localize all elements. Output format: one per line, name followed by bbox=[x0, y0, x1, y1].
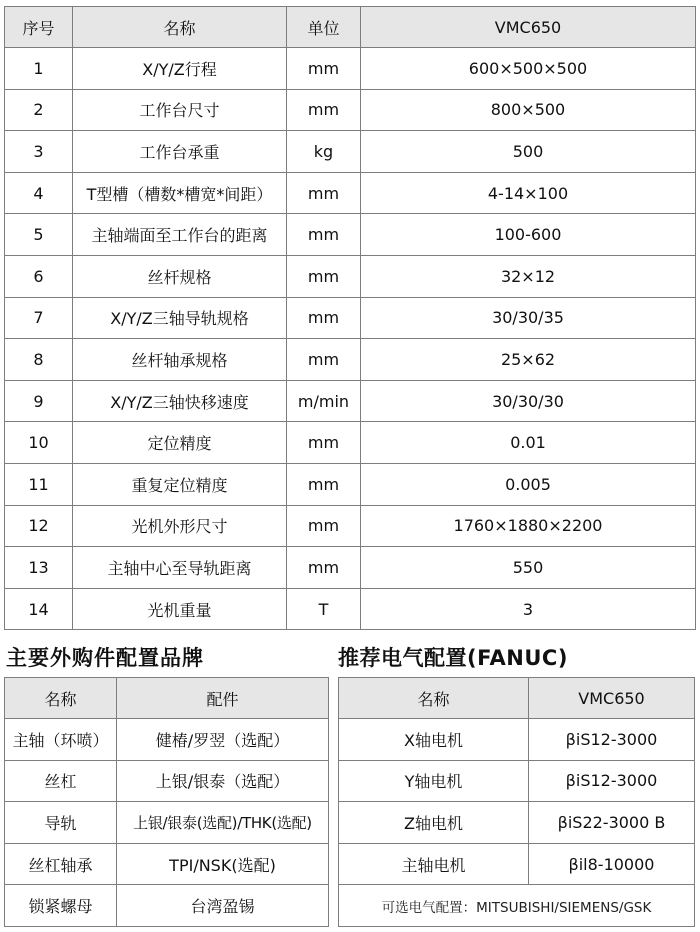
part-brand: 台湾盈锡 bbox=[117, 885, 329, 927]
table-row bbox=[5, 380, 696, 422]
spec-unit: mm bbox=[287, 463, 361, 505]
motor-model: βiS22-3000 B bbox=[529, 802, 695, 844]
row-index: 11 bbox=[5, 463, 73, 505]
row-index: 2 bbox=[5, 89, 73, 131]
spec-body bbox=[5, 48, 696, 630]
spec-unit: mm bbox=[287, 505, 361, 547]
spec-name: 重复定位精度 bbox=[73, 463, 287, 505]
spec-name: 丝杆轴承规格 bbox=[73, 339, 287, 381]
spec-name: 丝杆规格 bbox=[73, 255, 287, 297]
row-index: 9 bbox=[5, 380, 73, 422]
spec-unit: T bbox=[287, 588, 361, 630]
table-row bbox=[339, 760, 695, 802]
spec-unit: mm bbox=[287, 48, 361, 90]
table-row bbox=[5, 297, 696, 339]
spec-unit: mm bbox=[287, 172, 361, 214]
spec-unit: mm bbox=[287, 255, 361, 297]
part-name: 丝杠轴承 bbox=[5, 843, 117, 885]
spec-name: 光机重量 bbox=[73, 588, 287, 630]
row-index: 8 bbox=[5, 339, 73, 381]
row-index: 14 bbox=[5, 588, 73, 630]
spec-name: 光机外形尺寸 bbox=[73, 505, 287, 547]
spec-value: 32×12 bbox=[361, 255, 696, 297]
motor-model: βil8-10000 bbox=[529, 843, 695, 885]
motor-name: Y轴电机 bbox=[339, 760, 529, 802]
electrical-section-title: 推荐电气配置(FANUC) bbox=[338, 646, 568, 670]
electrical-note: 可选电气配置：MITSUBISHI/SIEMENS/GSK bbox=[339, 885, 695, 927]
part-name: 导轨 bbox=[5, 802, 117, 844]
table-row bbox=[5, 463, 696, 505]
spec-value: 600×500×500 bbox=[361, 48, 696, 90]
spec-name: 工作台尺寸 bbox=[73, 89, 287, 131]
spec-name: 主轴中心至导轨距离 bbox=[73, 547, 287, 589]
table-row bbox=[5, 89, 696, 131]
spec-table bbox=[4, 6, 696, 630]
motor-name: Z轴电机 bbox=[339, 802, 529, 844]
spec-value: 800×500 bbox=[361, 89, 696, 131]
table-row bbox=[5, 505, 696, 547]
motor-model: βiS12-3000 bbox=[529, 760, 695, 802]
spec-value: 0.01 bbox=[361, 422, 696, 464]
spec-value: 30/30/30 bbox=[361, 380, 696, 422]
table-row bbox=[5, 48, 696, 90]
part-brand: 健椿/罗翌（选配） bbox=[117, 719, 329, 761]
row-index: 3 bbox=[5, 131, 73, 173]
table-row bbox=[339, 719, 695, 761]
row-index: 7 bbox=[5, 297, 73, 339]
spec-name: X/Y/Z三轴快移速度 bbox=[73, 380, 287, 422]
part-brand: 上银/银泰（选配） bbox=[117, 760, 329, 802]
row-index: 1 bbox=[5, 48, 73, 90]
table-row bbox=[5, 172, 696, 214]
table-row bbox=[5, 885, 329, 927]
spec-unit: mm bbox=[287, 547, 361, 589]
table-row bbox=[5, 843, 329, 885]
row-index: 4 bbox=[5, 172, 73, 214]
table-row bbox=[5, 547, 696, 589]
table-row bbox=[5, 131, 696, 173]
spec-name: 主轴端面至工作台的距离 bbox=[73, 214, 287, 256]
spec-name: 定位精度 bbox=[73, 422, 287, 464]
header-name: 名称 bbox=[73, 7, 287, 48]
part-name: 主轴（环喷） bbox=[5, 719, 117, 761]
table-row bbox=[5, 339, 696, 381]
spec-unit: mm bbox=[287, 422, 361, 464]
spec-value: 550 bbox=[361, 547, 696, 589]
spec-name: T型槽（槽数*槽宽*间距） bbox=[73, 172, 287, 214]
electrical-header-row bbox=[339, 678, 695, 719]
table-row bbox=[5, 760, 329, 802]
spec-name: 工作台承重 bbox=[73, 131, 287, 173]
motor-name: X轴电机 bbox=[339, 719, 529, 761]
row-index: 12 bbox=[5, 505, 73, 547]
spec-value: 100-600 bbox=[361, 214, 696, 256]
row-index: 5 bbox=[5, 214, 73, 256]
spec-value: 3 bbox=[361, 588, 696, 630]
header-unit: 单位 bbox=[287, 7, 361, 48]
part-brand: 上银/银泰(选配)/THK(选配) bbox=[117, 802, 329, 844]
spec-value: 4-14×100 bbox=[361, 172, 696, 214]
table-row bbox=[339, 885, 695, 927]
parts-header-row bbox=[5, 678, 329, 719]
part-brand: TPI/NSK(选配) bbox=[117, 843, 329, 885]
part-name: 锁紧螺母 bbox=[5, 885, 117, 927]
spec-header-row bbox=[5, 7, 696, 48]
spec-unit: mm bbox=[287, 297, 361, 339]
table-row bbox=[5, 802, 329, 844]
parts-body bbox=[5, 719, 329, 927]
spec-value: 1760×1880×2200 bbox=[361, 505, 696, 547]
spec-value: 30/30/35 bbox=[361, 297, 696, 339]
electrical-table bbox=[338, 677, 695, 927]
header-model: VMC650 bbox=[361, 7, 696, 48]
part-name: 丝杠 bbox=[5, 760, 117, 802]
header-index: 序号 bbox=[5, 7, 73, 48]
parts-header-part: 配件 bbox=[117, 678, 329, 719]
electrical-header-name: 名称 bbox=[339, 678, 529, 719]
table-row bbox=[5, 422, 696, 464]
electrical-body bbox=[339, 719, 695, 927]
spec-unit: m/min bbox=[287, 380, 361, 422]
electrical-header-model: VMC650 bbox=[529, 678, 695, 719]
spec-name: X/Y/Z行程 bbox=[73, 48, 287, 90]
table-row bbox=[5, 588, 696, 630]
spec-name: X/Y/Z三轴导轨规格 bbox=[73, 297, 287, 339]
table-row bbox=[5, 719, 329, 761]
spec-unit: kg bbox=[287, 131, 361, 173]
table-row bbox=[339, 843, 695, 885]
row-index: 6 bbox=[5, 255, 73, 297]
row-index: 13 bbox=[5, 547, 73, 589]
parts-header-name: 名称 bbox=[5, 678, 117, 719]
table-row bbox=[339, 802, 695, 844]
row-index: 10 bbox=[5, 422, 73, 464]
motor-model: βiS12-3000 bbox=[529, 719, 695, 761]
spec-unit: mm bbox=[287, 89, 361, 131]
spec-unit: mm bbox=[287, 214, 361, 256]
parts-table bbox=[4, 677, 329, 927]
motor-name: 主轴电机 bbox=[339, 843, 529, 885]
parts-section-title: 主要外购件配置品牌 bbox=[6, 646, 204, 670]
spec-unit: mm bbox=[287, 339, 361, 381]
spec-value: 25×62 bbox=[361, 339, 696, 381]
table-row bbox=[5, 255, 696, 297]
table-row bbox=[5, 214, 696, 256]
spec-value: 500 bbox=[361, 131, 696, 173]
spec-value: 0.005 bbox=[361, 463, 696, 505]
